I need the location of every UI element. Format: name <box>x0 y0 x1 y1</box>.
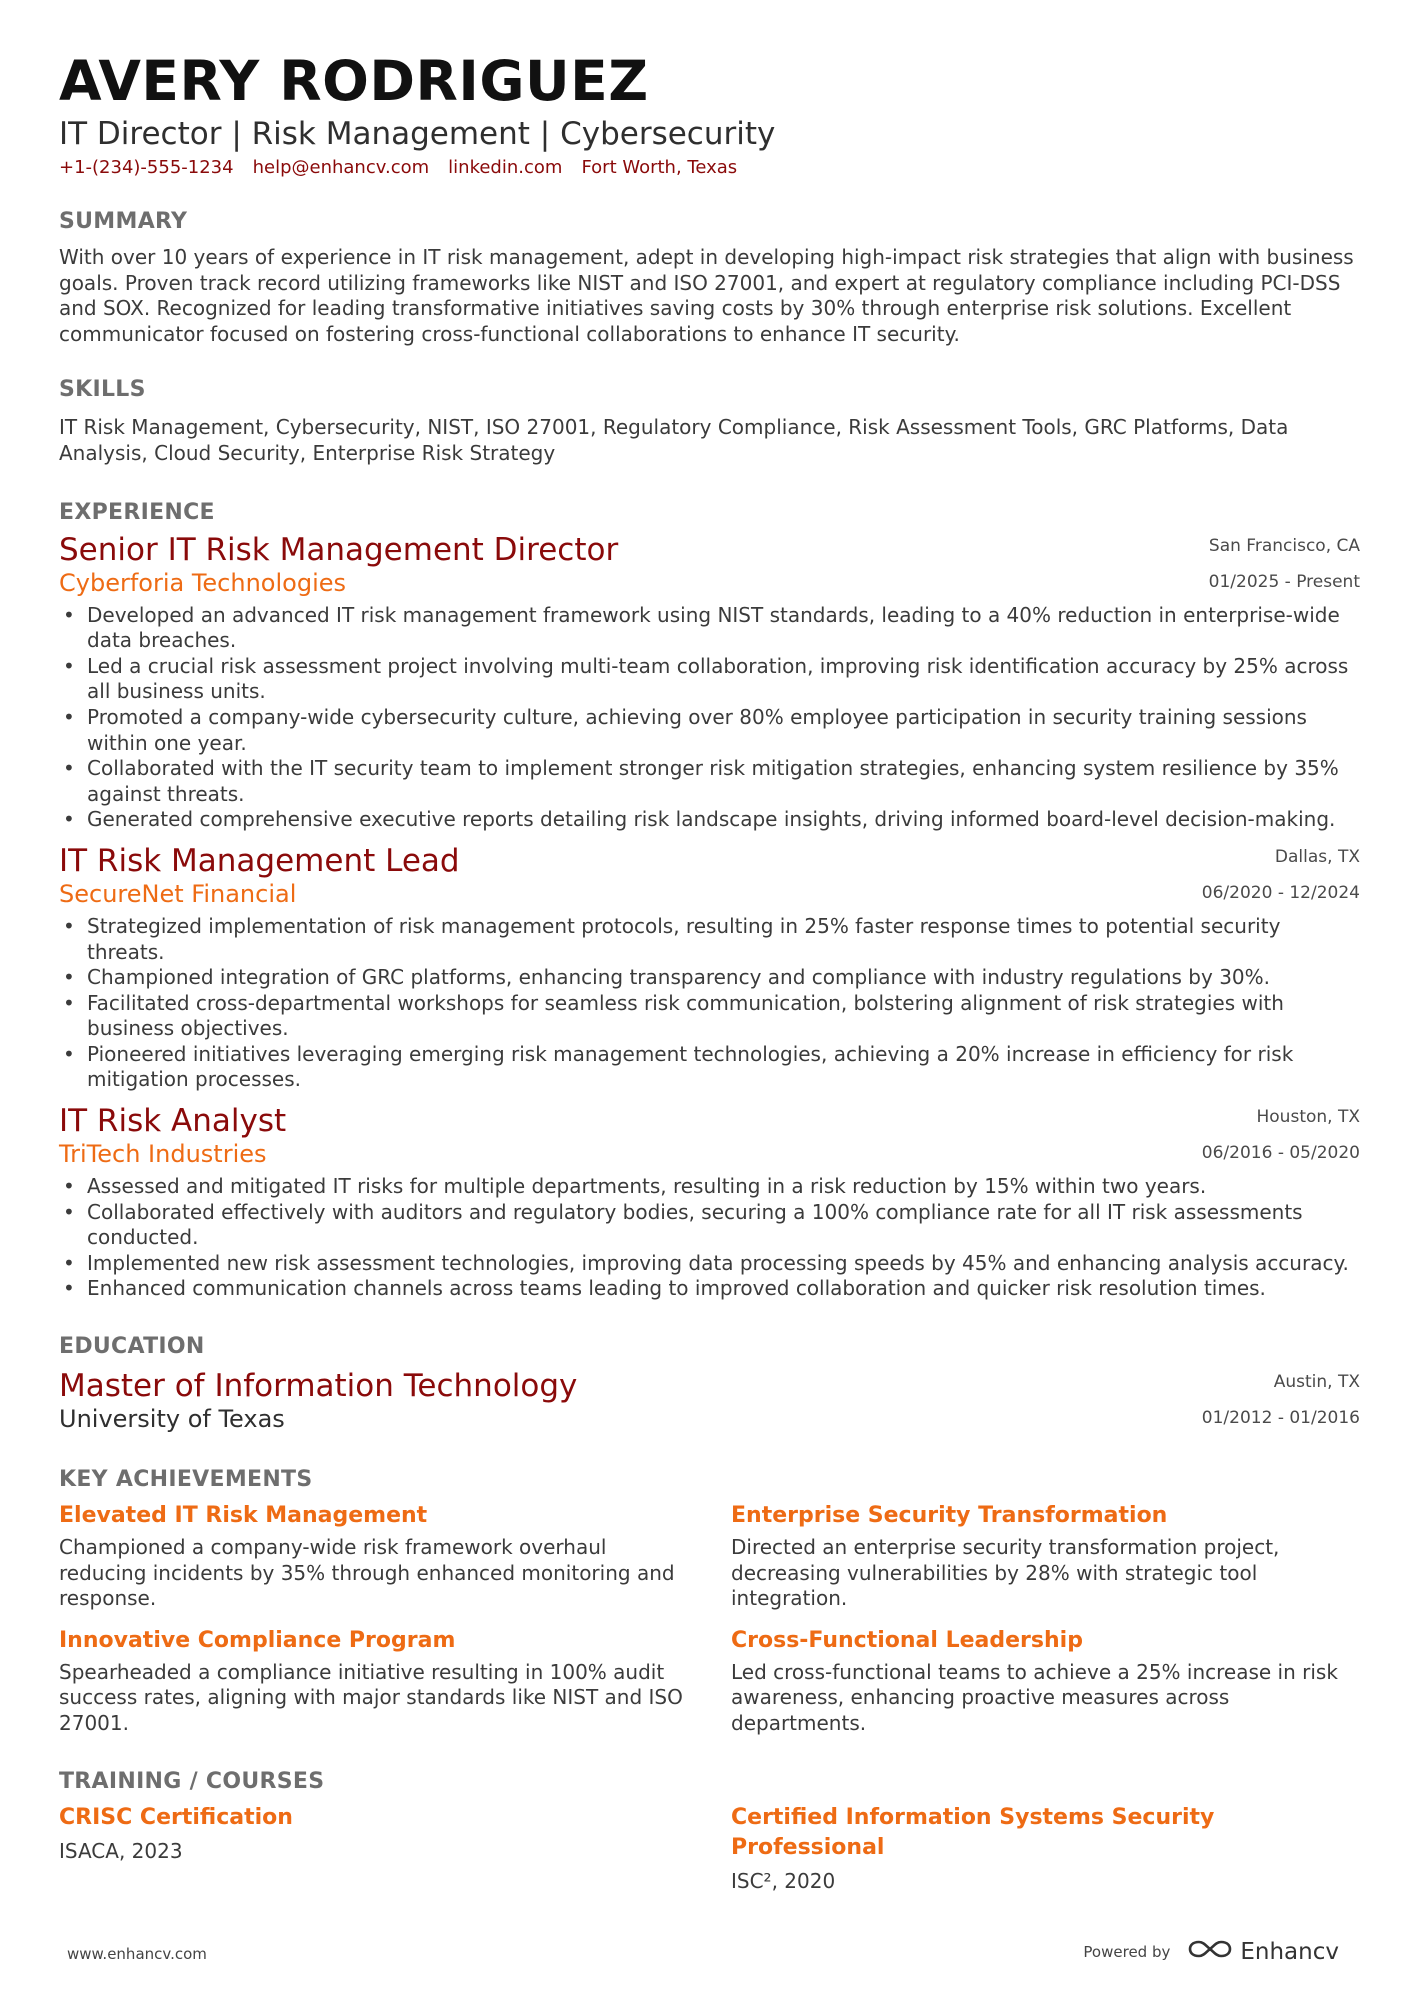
education-entry <box>59 1368 1360 1435</box>
achievement-title: Innovative Compliance Program <box>59 1627 456 1653</box>
job-bullets <box>59 603 1360 833</box>
bullet-item: • Assessed and mitigated IT risks for multiple departments, resulting in a risk reduction by 15% within two years. <box>59 1174 1360 1200</box>
school-name: University of Texas <box>59 1405 285 1434</box>
infinity-logo-icon <box>1188 1938 1232 1966</box>
achievement-item <box>731 1626 1360 1737</box>
summary-heading: SUMMARY <box>59 209 188 234</box>
job-location: Houston, TX <box>1256 1107 1360 1128</box>
training-issuer: ISACA, 2023 <box>59 1838 183 1863</box>
company-name: SecureNet Financial <box>59 879 297 908</box>
degree-title: Master of Information Technology <box>59 1368 578 1405</box>
achievement-desc: Championed a company-wide risk framework overhaul reducing incidents by 35% through enhanced monitoring and response. <box>59 1535 675 1611</box>
bullet-item: • Implemented new risk assessment technologies, improving data processing speeds by 45% and enhancing analysis accuracy. <box>59 1251 1360 1277</box>
training-heading: TRAINING / COURSES <box>59 1768 325 1794</box>
bullet-item: • Promoted a company-wide cybersecurity culture, achieving over 80% employee participation in security training sessions within one year. <box>59 705 1360 756</box>
training-issuer: ISC², 2020 <box>731 1868 836 1893</box>
training-grid <box>59 1797 1360 1895</box>
experience-entry <box>59 843 1360 1093</box>
job-title: IT Risk Management Lead <box>59 842 460 879</box>
bullet-item: • Championed integration of GRC platforms, enhancing transparency and compliance with industry regulations by 30%. <box>59 965 1360 991</box>
experience-entry <box>59 532 1360 833</box>
footer-branding <box>1083 1938 1339 1966</box>
bullet-item: • Developed an advanced IT risk management framework using NIST standards, leading to a 40% reduction in enterprise-wide data breaches. <box>59 603 1360 654</box>
bullet-item: • Collaborated with the IT security team to implement stronger risk mitigation strategies, enhancing system resilience by 35% against threats. <box>59 756 1360 807</box>
bullet-item: • Enhanced communication channels across teams leading to improved collaboration and quicker risk resolution times. <box>59 1276 1360 1302</box>
bullet-item: • Generated comprehensive executive reports detailing risk landscape insights, driving informed board-level decision-making. <box>59 807 1360 833</box>
company-name: Cyberforia Technologies <box>59 568 347 597</box>
candidate-name: AVERY RODRIGUEZ <box>59 49 649 113</box>
enhancv-logo[interactable] <box>1188 1938 1339 1966</box>
job-dates: 06/2020 - 12/2024 <box>1201 882 1360 903</box>
bullet-item: • Pioneered initiatives leveraging emerging risk management technologies, achieving a 20% increase in efficiency for risk mitigation processes. <box>59 1042 1360 1093</box>
achievement-title: Elevated IT Risk Management <box>59 1503 428 1529</box>
resume-page <box>59 50 1360 1894</box>
footer-website-link[interactable]: www.enhancv.com <box>67 1945 207 1963</box>
job-dates: 01/2025 - Present <box>1208 571 1360 592</box>
email-link[interactable]: help@enhancv.com <box>252 157 430 178</box>
job-title: IT Risk Analyst <box>59 1103 287 1140</box>
achievement-item <box>59 1626 688 1737</box>
job-bullets <box>59 1174 1360 1302</box>
training-item <box>731 1803 1360 1895</box>
experience-heading: EXPERIENCE <box>59 499 215 525</box>
phone-link[interactable]: +1-(234)-555-1234 <box>59 157 234 178</box>
summary-text: With over 10 years of experience in IT risk management, adept in developing high-impact risk strategies that align with business goals. Proven track record utilizing frameworks like NIST and ISO 27001, and expert at regulatory compliance including PCI-DSS and SOX. Recognized for leading transformative initiatives saving costs by 30% through enterprise risk solutions. Excellent communicator focused on fostering cross-functional collaborations to enhance IT security. <box>59 245 1354 346</box>
job-title: Senior IT Risk Management Director <box>59 531 619 568</box>
school-location: Austin, TX <box>1273 1372 1360 1393</box>
achievement-desc: Spearheaded a compliance initiative resulting in 100% audit success rates, aligning with major standards like NIST and ISO 27001. <box>59 1659 683 1735</box>
achievement-desc: Led cross-functional teams to achieve a 25% increase in risk awareness, enhancing proactive measures across departments. <box>731 1659 1338 1735</box>
job-location: San Francisco, CA <box>1208 535 1360 556</box>
location-text: Fort Worth, Texas <box>581 157 738 178</box>
experience-entry <box>59 1103 1360 1302</box>
achievements-grid <box>59 1495 1360 1737</box>
training-title: Certified Information Systems Security Professional <box>731 1804 1215 1860</box>
job-location: Dallas, TX <box>1274 846 1360 867</box>
contact-row <box>59 155 1360 181</box>
achievements-heading: KEY ACHIEVEMENTS <box>59 1467 313 1493</box>
linkedin-link[interactable]: linkedin.com <box>448 157 563 178</box>
bullet-item: • Collaborated effectively with auditors and regulatory bodies, securing a 100% compliance rate for all IT risk assessments conducted. <box>59 1200 1360 1251</box>
achievement-desc: Directed an enterprise security transformation project, decreasing vulnerabilities by 28% with strategic tool integration. <box>731 1535 1280 1611</box>
bullet-item: • Facilitated cross-departmental workshops for seamless risk communication, bolstering alignment of risk strategies with business objectives. <box>59 991 1360 1042</box>
bullet-item: • Strategized implementation of risk management protocols, resulting in 25% faster response times to potential security threats. <box>59 914 1360 965</box>
training-item <box>59 1803 688 1895</box>
education-heading: EDUCATION <box>59 1334 205 1360</box>
job-dates: 06/2016 - 05/2020 <box>1201 1143 1360 1164</box>
brand-name: Enhancv <box>1240 1939 1339 1965</box>
achievement-title: Cross-Functional Leadership <box>731 1627 1083 1653</box>
school-dates: 01/2012 - 01/2016 <box>1201 1408 1360 1429</box>
company-name: TriTech Industries <box>59 1140 267 1169</box>
achievement-item <box>731 1501 1360 1612</box>
powered-by-label: Powered by <box>1083 1943 1171 1961</box>
achievement-item <box>59 1501 688 1612</box>
skills-heading: SKILLS <box>59 377 146 403</box>
achievement-title: Enterprise Security Transformation <box>731 1503 1168 1529</box>
headline: IT Director | Risk Management | Cybersecurity <box>59 116 776 152</box>
bullet-item: • Led a crucial risk assessment project involving multi-team collaboration, improving risk identification accuracy by 25% across all business units. <box>59 654 1360 705</box>
job-bullets <box>59 914 1360 1093</box>
skills-text: IT Risk Management, Cybersecurity, NIST, ISO 27001, Regulatory Compliance, Risk Assessment Tools, GRC Platforms, Data Analysis, Cloud Security, Enterprise Risk Strategy <box>59 415 1289 465</box>
training-title: CRISC Certification <box>59 1804 293 1830</box>
